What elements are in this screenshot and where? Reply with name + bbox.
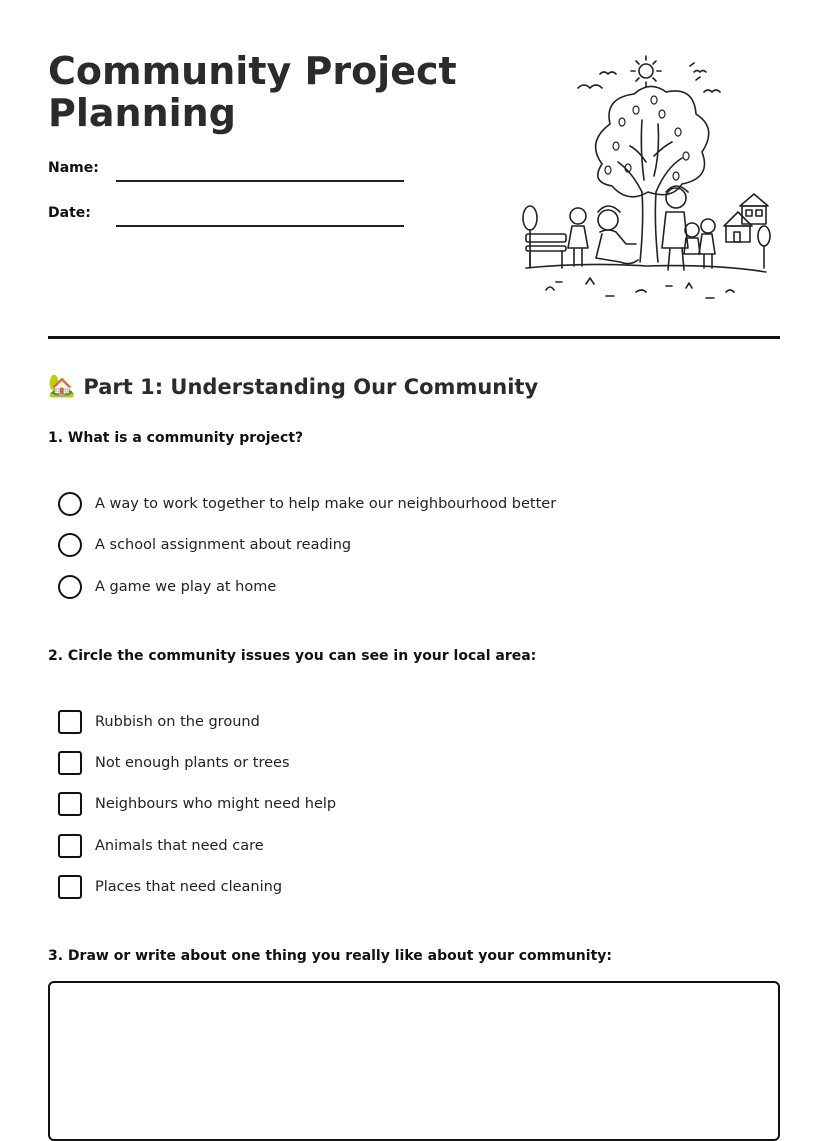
name-field[interactable] [116, 180, 404, 182]
family-figures [662, 186, 715, 270]
radio-button[interactable] [58, 492, 82, 516]
q1-option-3-label: A game we play at home [95, 579, 277, 595]
name-label: Name: [48, 160, 99, 176]
question-2: 2. Circle the community issues you can see in your local area: [48, 648, 537, 664]
checkbox[interactable] [58, 710, 82, 734]
question-1: 1. What is a community project? [48, 430, 304, 446]
q2-option-2[interactable] [58, 751, 290, 775]
drawing-answer-box[interactable] [48, 981, 780, 1141]
tree-trunk [640, 192, 658, 262]
q2-option-4[interactable] [58, 834, 264, 858]
radio-button[interactable] [58, 575, 82, 599]
q2-option-3-label: Neighbours who might need help [95, 796, 337, 812]
adult-figure [596, 206, 638, 264]
checkbox[interactable] [58, 751, 82, 775]
date-label: Date: [48, 205, 91, 221]
q2-option-2-label: Not enough plants or trees [95, 755, 290, 771]
q1-option-1[interactable] [58, 492, 556, 516]
q1-option-2[interactable] [58, 533, 351, 557]
community-tree-illustration [516, 52, 776, 304]
date-field[interactable] [116, 225, 404, 227]
q1-option-1-label: A way to work together to help make our neighbourhood better [95, 496, 557, 512]
radio-button[interactable] [58, 533, 82, 557]
q2-option-1-label: Rubbish on the ground [95, 714, 260, 730]
house-garden-icon: 🏡 [48, 374, 76, 399]
part1-heading-text: Part 1: Understanding Our Community [83, 374, 539, 399]
q1-option-3[interactable] [58, 575, 276, 599]
q2-option-5[interactable] [58, 875, 282, 899]
q2-option-3[interactable] [58, 792, 336, 816]
q2-option-5-label: Places that need cleaning [95, 879, 283, 895]
q1-option-2-label: A school assignment about reading [95, 537, 352, 553]
bench-icon [526, 234, 566, 268]
question-3: 3. Draw or write about one thing you really like about your community: [48, 948, 612, 964]
q2-option-4-label: Animals that need care [95, 838, 264, 854]
checkbox[interactable] [58, 792, 82, 816]
child-figure [568, 208, 588, 266]
house-icon [724, 194, 768, 242]
page-title: Community Project Planning [48, 49, 457, 135]
part1-heading [48, 374, 538, 399]
section-divider [48, 336, 780, 339]
q2-option-1[interactable] [58, 710, 260, 734]
checkbox[interactable] [58, 834, 82, 858]
sun-icon [631, 56, 661, 86]
checkbox[interactable] [58, 875, 82, 899]
